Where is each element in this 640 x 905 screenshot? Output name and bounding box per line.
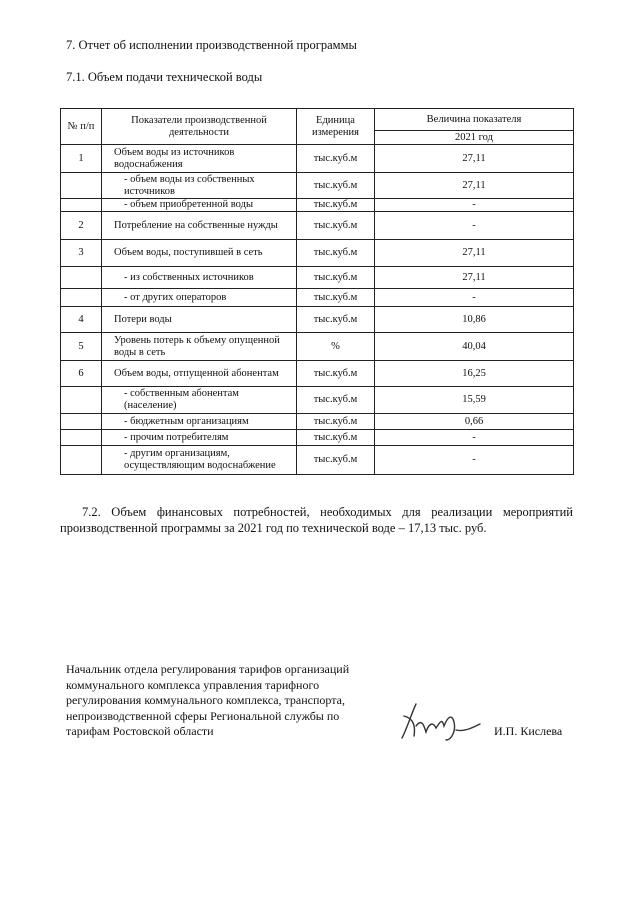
row-value: - [375,212,574,240]
row-unit: тыс.куб.м [297,361,375,387]
row-indicator: Объем воды из источников водоснабжения [102,145,297,173]
row-unit: тыс.куб.м [297,387,375,414]
header-year: 2021 год [375,131,574,145]
row-unit: тыс.куб.м [297,446,375,475]
row-value: - [375,289,574,307]
table-row [61,430,574,446]
signatory-name: И.П. Кислева [494,724,563,738]
row-unit: тыс.куб.м [297,289,375,307]
row-num: 1 [61,145,102,173]
table-row [61,307,574,333]
row-indicator: - прочим потребителям [102,430,297,446]
row-num [61,430,102,446]
section-title: 7. Отчет об исполнении производственной программы [66,38,357,52]
row-indicator: - от других операторов [102,289,297,307]
row-value: 15,59 [375,387,574,414]
row-indicator: Потери воды [102,307,297,333]
row-indicator: Потребление на собственные нужды [102,212,297,240]
table-row [61,446,574,475]
row-unit: тыс.куб.м [297,430,375,446]
table-row [61,240,574,267]
row-value: 27,11 [375,267,574,289]
row-indicator: Уровень потерь к объему опущенной воды в сеть [102,333,297,361]
row-value: - [375,446,574,475]
header-num: № п/п [61,109,102,145]
header-value: Величина показателя [375,109,574,131]
row-indicator: Объем воды, поступившей в сеть [102,240,297,267]
row-unit: тыс.куб.м [297,199,375,212]
row-num: 6 [61,361,102,387]
row-indicator: Объем воды, отпущенной абонентам [102,361,297,387]
table-row [61,361,574,387]
row-value: 0,66 [375,414,574,430]
table-row [61,267,574,289]
row-indicator: - объем приобретенной воды [102,199,297,212]
row-unit: тыс.куб.м [297,173,375,199]
table-row [61,145,574,173]
signatory-position: Начальник отдела регулирования тарифов организаций коммунального комплекса управления тарифного регулирования коммунального комплекса, транспорта, непроизводственной сферы Региональной службы по тарифам Ростовской области [66,662,350,738]
row-num: 3 [61,240,102,267]
row-unit: тыс.куб.м [297,307,375,333]
row-indicator: - из собственных источников [102,267,297,289]
header-indicator: Показатели производственной деятельности [102,109,297,145]
table-row [61,173,574,199]
row-unit: тыс.куб.м [297,145,375,173]
row-value: 16,25 [375,361,574,387]
row-unit: тыс.куб.м [297,267,375,289]
row-value: 40,04 [375,333,574,361]
table-row [61,289,574,307]
row-value: 27,11 [375,145,574,173]
row-num [61,446,102,475]
subsection-title: 7.1. Объем подачи технической воды [66,70,263,84]
row-num [61,173,102,199]
row-value: - [375,430,574,446]
row-unit: тыс.куб.м [297,212,375,240]
table-row [61,333,574,361]
row-num [61,267,102,289]
row-num [61,199,102,212]
table-body [61,145,574,475]
paragraph-7-2: 7.2. Объем финансовых потребностей, необходимых для реализации мероприятий производственной программы за 2021 год по технической воде – 17,13 тыс. руб. [60,505,573,535]
row-num: 4 [61,307,102,333]
row-value: 10,86 [375,307,574,333]
row-indicator: - бюджетным организациям [102,414,297,430]
row-num [61,414,102,430]
table-row [61,387,574,414]
row-value: 27,11 [375,240,574,267]
row-num [61,289,102,307]
row-num: 2 [61,212,102,240]
row-indicator: - другим организациям, осуществляющим водоснабжение [102,446,297,475]
table-row [61,414,574,430]
row-value: 27,11 [375,173,574,199]
handwritten-signature [394,696,494,746]
table-row [61,199,574,212]
row-num: 5 [61,333,102,361]
row-indicator: - объем воды из собственных источников [102,173,297,199]
row-unit: % [297,333,375,361]
row-unit: тыс.куб.м [297,240,375,267]
row-value: - [375,199,574,212]
header-unit: Единица измерения [297,109,375,145]
row-unit: тыс.куб.м [297,414,375,430]
row-num [61,387,102,414]
table-row [61,212,574,240]
water-supply-table [60,108,574,475]
row-indicator: - собственным абонентам (население) [102,387,297,414]
